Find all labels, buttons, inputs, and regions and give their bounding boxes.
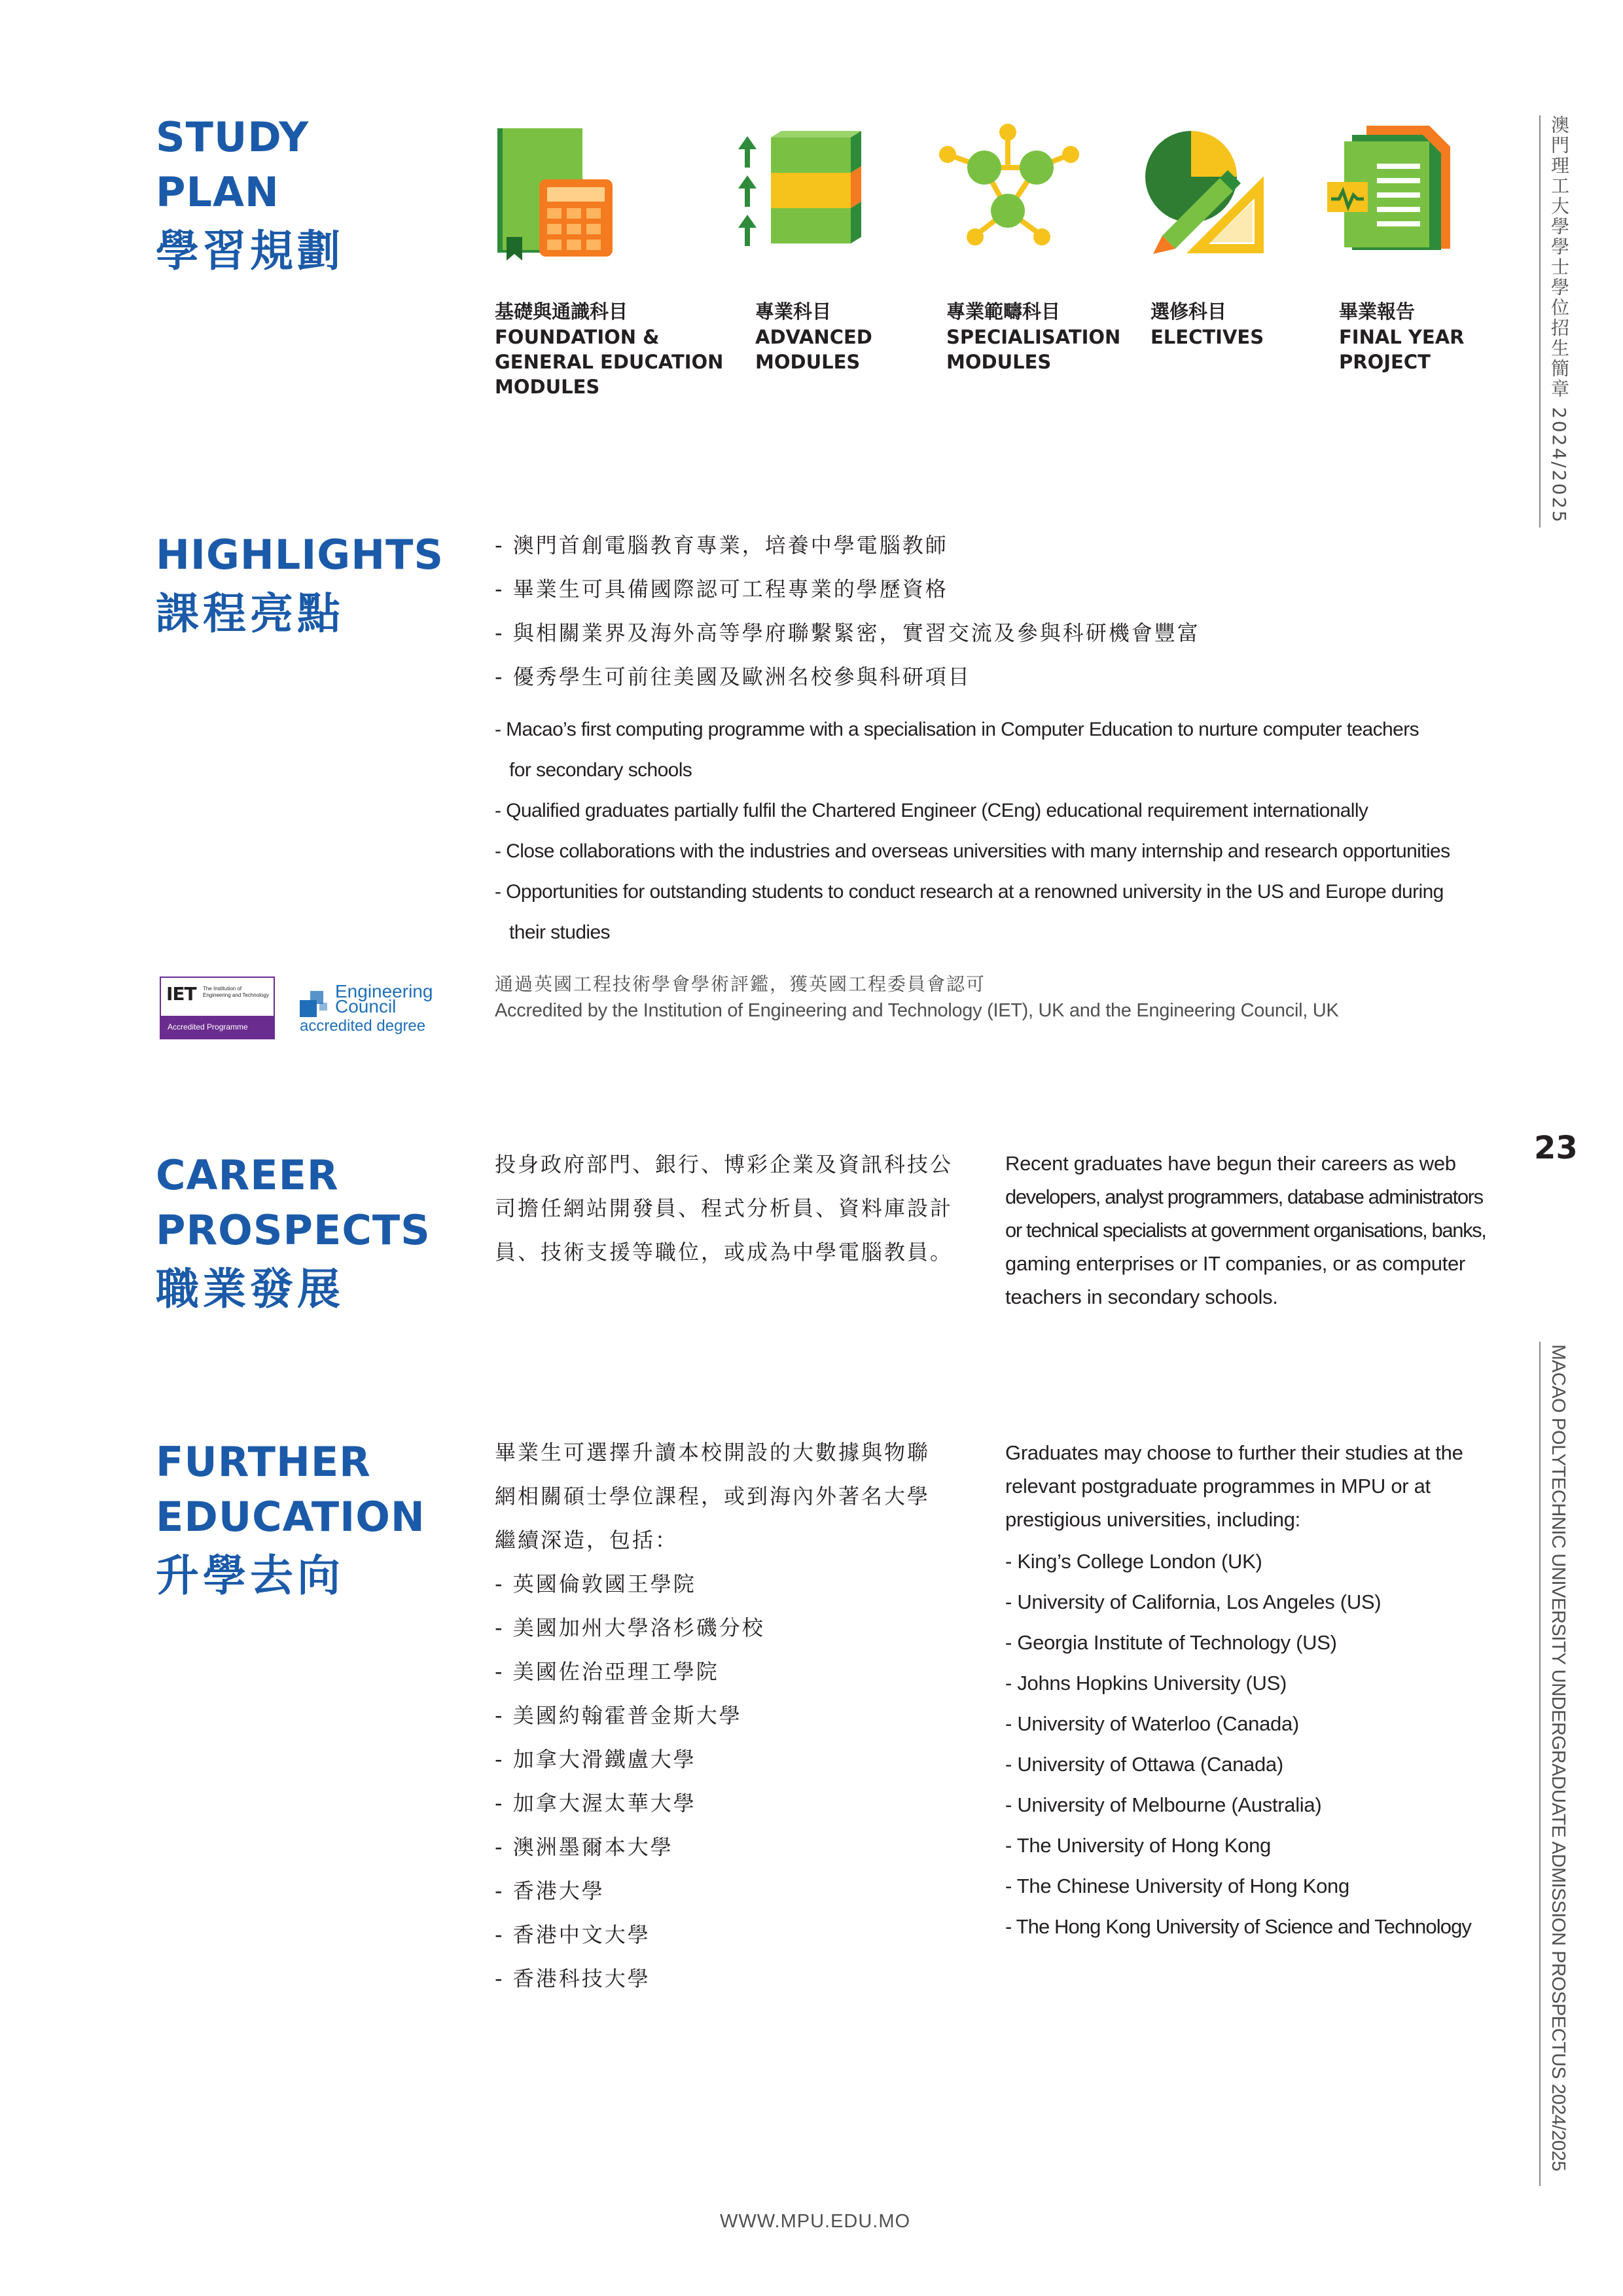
- module-advanced: [755, 298, 925, 374]
- module-advanced-en-2: MODULES: [755, 351, 861, 373]
- iet-mark: IET: [166, 983, 196, 1005]
- module-project-en-2: PROJECT: [1339, 351, 1431, 373]
- side-title-en: MACAO POLYTECHNIC UNIVERSITY UNDERGRADUATE ADMISSION PROSPECTUS 2024/2025: [1548, 1344, 1569, 2172]
- list-item: - 美國加州大學洛杉磯分校: [495, 1615, 765, 1640]
- text-line: gaming enterprises or IT companies, or as computer: [1005, 1252, 1465, 1275]
- list-item: - 香港大學: [495, 1878, 605, 1903]
- text-line: or technical specialists at government organisations, banks,: [1005, 1219, 1486, 1242]
- list-item: - 美國約翰霍普金斯大學: [495, 1703, 742, 1728]
- module-electives-en-1: ELECTIVES: [1150, 326, 1264, 348]
- highlights-heading-zh: 課程亮點: [156, 588, 344, 639]
- list-item-continuation: for secondary schools: [509, 759, 692, 781]
- list-item: - 香港科技大學: [495, 1966, 651, 1991]
- list-item: - Georgia Institute of Technology (US): [1005, 1631, 1337, 1654]
- text-line: 繼續深造，包括：: [495, 1528, 679, 1552]
- list-item: - The Chinese University of Hong Kong: [1005, 1874, 1349, 1897]
- further-zh-text: [495, 1431, 966, 2001]
- career-heading: [156, 1148, 431, 1321]
- report-document-icon: [1325, 122, 1453, 253]
- iet-logo: [160, 977, 275, 1039]
- further-heading-en-1: FURTHER: [156, 1438, 371, 1486]
- text-line: 司擔任網站開發員、程式分析員、資料庫設計: [495, 1196, 954, 1221]
- list-item: - King’s College London (UK): [1005, 1550, 1262, 1573]
- module-specialisation-zh: 專業範疇科目: [946, 300, 1061, 323]
- engineering-council-mark-icon: [300, 991, 329, 1017]
- text-line: 畢業生可選擇升讀本校開設的大數據與物聯: [495, 1440, 931, 1465]
- text-line: Graduates may choose to further their studies at the: [1005, 1441, 1463, 1464]
- list-item: - 美國佐治亞理工學院: [495, 1659, 719, 1684]
- list-item: - 加拿大滑鐵盧大學: [495, 1747, 696, 1772]
- module-project-zh: 畢業報告: [1339, 300, 1416, 323]
- list-item: - 澳門首創電腦教育專業，培養中學電腦教師: [495, 533, 948, 558]
- career-zh-text: [495, 1143, 966, 1274]
- list-item: - Close collaborations with the industries and overseas universities with many internship and research opportunities: [495, 840, 1450, 862]
- list-item: - 與相關業界及海外高等學府聯繫緊密，實習交流及參與科研機會豐富: [495, 620, 1200, 645]
- side-divider-top: [1539, 115, 1541, 528]
- further-heading-zh: 升學去向: [156, 1551, 344, 1601]
- study-plan-heading-zh: 學習規劃: [156, 226, 344, 276]
- network-nodes-icon: [935, 120, 1084, 249]
- further-heading: [156, 1435, 425, 1607]
- further-heading-en-2: EDUCATION: [156, 1493, 425, 1541]
- list-item: - The Hong Kong University of Science and Technology: [1005, 1915, 1472, 1938]
- ec-line-3: accredited degree: [300, 1017, 426, 1035]
- stacked-blocks-icon: [733, 128, 864, 250]
- module-foundation-en-3: MODULES: [495, 376, 600, 398]
- list-item: - 加拿大渥太華大學: [495, 1791, 696, 1816]
- iet-name-line-2: Engineering and Technology: [203, 992, 269, 998]
- list-item: - University of Ottawa (Canada): [1005, 1753, 1283, 1776]
- highlights-heading-en: HIGHLIGHTS: [156, 531, 444, 579]
- highlights-zh-list: [495, 524, 1542, 699]
- list-item: - Opportunities for outstanding students to conduct research at a renowned university in the US and Europe during: [495, 881, 1444, 903]
- module-electives: [1150, 298, 1308, 350]
- text-line: developers, analyst programmers, database administrators: [1005, 1185, 1483, 1208]
- list-item: - 畢業生可具備國際認可工程專業的學歷資格: [495, 577, 948, 601]
- module-advanced-zh: 專業科目: [755, 300, 832, 323]
- accreditation-en: Accredited by the Institution of Engineering and Technology (IET), UK and the Engineering Council, UK: [495, 1000, 1339, 1021]
- career-heading-en-2: PROSPECTS: [156, 1206, 431, 1254]
- module-project-en-1: FINAL YEAR: [1339, 326, 1465, 348]
- list-item: - 澳洲墨爾本大學: [495, 1835, 673, 1859]
- iet-name-line-1: The Institution of: [203, 986, 242, 992]
- iet-name: [203, 986, 269, 999]
- highlights-en-list: [495, 709, 1568, 953]
- career-en-text: [1005, 1147, 1529, 1314]
- text-line: Recent graduates have begun their careers as web: [1005, 1152, 1456, 1175]
- list-item: - University of California, Los Angeles (US): [1005, 1590, 1382, 1613]
- career-heading-en-1: CAREER: [156, 1151, 339, 1199]
- study-plan-heading-en-2: PLAN: [156, 168, 279, 216]
- ec-line-1: Engineering: [335, 981, 433, 1001]
- list-item: - Macao’s first computing programme with a specialisation in Computer Education to nurture computer teachers: [495, 719, 1419, 740]
- further-en-text: [1005, 1436, 1529, 1947]
- study-plan-heading-en-1: STUDY: [156, 113, 310, 161]
- text-line: 員、技術支援等職位，或成為中學電腦教員。: [495, 1240, 954, 1265]
- pie-ruler-pencil-icon: [1139, 124, 1267, 255]
- career-heading-zh: 職業發展: [156, 1264, 344, 1314]
- list-item: - The University of Hong Kong: [1005, 1834, 1271, 1857]
- list-item: - University of Melbourne (Australia): [1005, 1793, 1322, 1816]
- list-item: - 優秀學生可前往美國及歐洲名校參與科研項目: [495, 664, 971, 689]
- text-line: teachers in secondary schools.: [1005, 1285, 1278, 1308]
- module-specialisation-en-2: MODULES: [946, 351, 1052, 373]
- module-foundation-zh: 基礎與通識科目: [495, 300, 628, 323]
- module-final-year-project: [1339, 298, 1496, 374]
- engineering-council-logo: [300, 982, 431, 1037]
- module-advanced-en-1: ADVANCED: [755, 326, 872, 348]
- list-item: - 香港中文大學: [495, 1922, 651, 1947]
- accreditation-zh: 通過英國工程技術學會學術評鑑，獲英國工程委員會認可: [495, 973, 986, 995]
- list-item: - 英國倫敦國王學院: [495, 1571, 696, 1596]
- further-en-intro: [1005, 1436, 1529, 1536]
- footer-url[interactable]: WWW.MPU.EDU.MO: [720, 2211, 911, 2232]
- module-electives-zh: 選修科目: [1150, 300, 1227, 323]
- study-plan-heading: [156, 110, 344, 283]
- highlights-heading: [156, 528, 444, 645]
- side-title-zh: 澳門理工大學學士學位招生簡章 2024/2025: [1548, 115, 1570, 524]
- list-item: - Qualified graduates partially fulfil the Chartered Engineer (CEng) educational requirement internationally: [495, 800, 1368, 821]
- text-line: relevant postgraduate programmes in MPU or at: [1005, 1475, 1431, 1498]
- list-item-continuation: their studies: [509, 922, 610, 943]
- side-divider-bottom: [1539, 1342, 1541, 2186]
- iet-accredited-band: Accredited Programme: [161, 1016, 274, 1038]
- page-number: 23: [1534, 1130, 1578, 1166]
- list-item: - Johns Hopkins University (US): [1005, 1672, 1287, 1695]
- text-line: prestigious universities, including:: [1005, 1508, 1300, 1531]
- module-specialisation: [946, 298, 1143, 374]
- module-foundation-en-1: FOUNDATION &: [495, 326, 660, 348]
- module-foundation: [495, 298, 730, 399]
- book-calculator-icon: [492, 126, 618, 263]
- text-line: 投身政府部門、銀行、博彩企業及資訊科技公: [495, 1152, 954, 1177]
- ec-line-2: Council: [335, 996, 397, 1016]
- accreditation-text: [495, 971, 1555, 1024]
- text-line: 網相關碩士學位課程，或到海內外著名大學: [495, 1484, 931, 1509]
- list-item: - University of Waterloo (Canada): [1005, 1712, 1299, 1735]
- module-specialisation-en-1: SPECIALISATION: [946, 326, 1121, 348]
- module-foundation-en-2: GENERAL EDUCATION: [495, 351, 724, 373]
